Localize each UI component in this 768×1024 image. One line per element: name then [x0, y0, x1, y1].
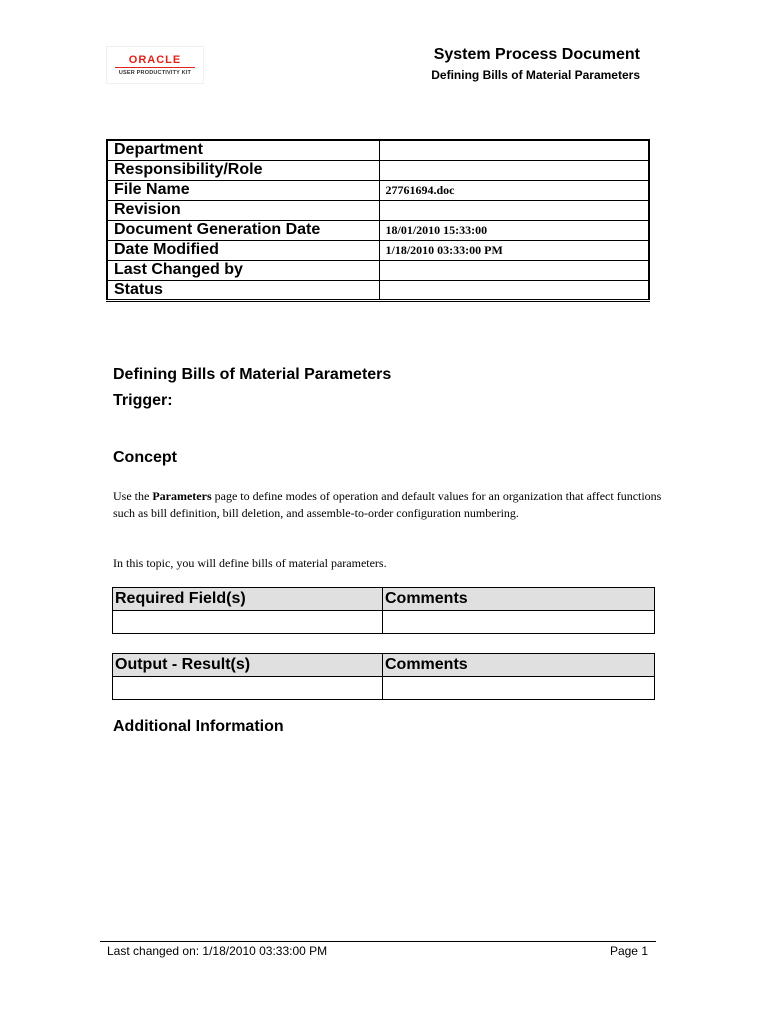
output-comments-header: Comments: [383, 654, 655, 677]
revision-label: Revision: [107, 200, 379, 220]
document-subtitle: Defining Bills of Material Parameters: [431, 68, 640, 82]
topic-intro-paragraph: In this topic, you will define bills of material parameters.: [113, 556, 387, 570]
file-name-label: File Name: [107, 180, 379, 200]
table-row: [107, 180, 649, 200]
date-modified-label: Date Modified: [107, 240, 379, 260]
output-results-table: [112, 653, 655, 700]
table-header-row: [113, 654, 655, 677]
department-label: Department: [107, 140, 379, 160]
concept-text-post: page to define modes of operation and default values for an organization that affect functions such as bill definition, bill deletion, and assemble-to-order configuration numbering.: [113, 489, 662, 520]
table-row: [107, 140, 649, 160]
output-result-cell: [113, 677, 383, 700]
footer-last-changed: Last changed on: 1/18/2010 03:33:00 PM: [107, 944, 328, 958]
status-label: Status: [107, 280, 379, 300]
topic-heading: Defining Bills of Material Parameters: [113, 366, 392, 383]
footer-divider: [100, 941, 656, 942]
concept-paragraph: [113, 488, 663, 522]
table-row: [113, 677, 655, 700]
footer-page-number: Page 1: [609, 944, 648, 958]
responsibility-role-label: Responsibility/Role: [107, 160, 379, 180]
document-title: System Process Document: [433, 46, 640, 63]
logo-product-text: USER PRODUCTIVITY KIT: [118, 70, 192, 76]
last-changed-by-value: [379, 260, 649, 280]
table-row: [107, 160, 649, 180]
logo-divider: [115, 67, 195, 68]
required-comments-header: Comments: [383, 588, 655, 611]
document-metadata-table: [106, 139, 650, 302]
required-field-cell: [113, 611, 383, 634]
table-row: [107, 220, 649, 240]
table-row: [107, 200, 649, 220]
file-name-value: 27761694.doc: [379, 180, 649, 200]
oracle-upk-logo: [106, 46, 204, 84]
logo-brand-text: ORACLE: [128, 54, 182, 66]
required-fields-header: Required Field(s): [113, 588, 383, 611]
additional-information-heading: Additional Information: [113, 718, 284, 735]
department-value: [379, 140, 649, 160]
table-header-row: [113, 588, 655, 611]
status-value: [379, 280, 649, 300]
concept-parameters-term: Parameters: [152, 489, 212, 503]
table-row: [107, 260, 649, 280]
generation-date-label: Document Generation Date: [107, 220, 379, 240]
generation-date-value: 18/01/2010 15:33:00: [379, 220, 649, 240]
concept-heading: Concept: [113, 449, 177, 466]
last-changed-by-label: Last Changed by: [107, 260, 379, 280]
responsibility-role-value: [379, 160, 649, 180]
output-comment-cell: [383, 677, 655, 700]
required-comment-cell: [383, 611, 655, 634]
table-row: [107, 240, 649, 260]
revision-value: [379, 200, 649, 220]
concept-text-pre: Use the: [113, 489, 153, 503]
table-row: [107, 280, 649, 300]
required-fields-table: [112, 587, 655, 634]
date-modified-value: 1/18/2010 03:33:00 PM: [379, 240, 649, 260]
trigger-heading: Trigger:: [113, 392, 173, 409]
output-results-header: Output - Result(s): [113, 654, 383, 677]
table-row: [113, 611, 655, 634]
